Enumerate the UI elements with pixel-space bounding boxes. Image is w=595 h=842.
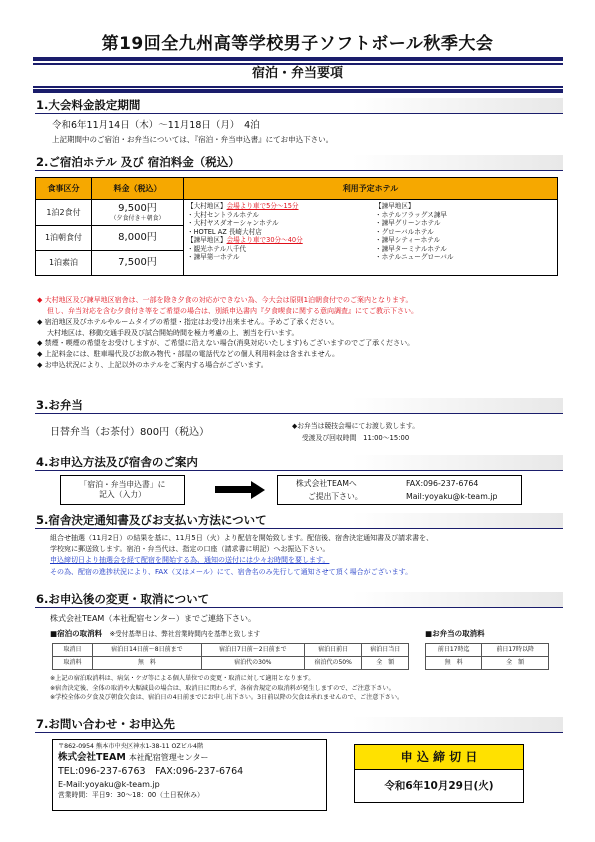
col-price: 料金（税込） bbox=[92, 178, 184, 200]
apply-step-box: 「宿泊・弁当申込書」に 記入（入力） bbox=[60, 475, 185, 505]
arrow-right-icon bbox=[251, 481, 265, 499]
hotel-list-cell bbox=[184, 200, 558, 276]
section-1-heading: 1.大会料金設定期間 bbox=[35, 98, 563, 114]
hotel-notes: ◆ 大村地区及び諫早地区宿舎は、一部を除き夕食の対応ができない為、今大会は原則1泊朝食付でのご案内となります。 但し、弁当対応を含む夕食付き等をご希望の場合は、別紙申込書内『夕食喫食に関する意向調査』にてご教示下さい。 ◆ 宿泊地区及びホテルやルームタイプの希望・指定はお受け出来ません。予めご了承ください。 大村地区は、移動交通手段及び試合開始時間を極力考慮の上、割当を行います。 ◆ 禁煙・喫煙の希望をお受けしますが、ご希望に沿えない場合(消臭対応いたします)もございますのでご了承ください。 ◆ 上記料金には、駐車場代及びお飲み物代・部屋の電話代などの個人利用料金は含まれません。 ◆ お申込状況により、上記以外のホテルをご案内する場合がございます。 bbox=[37, 296, 418, 370]
meal-cell: 1泊朝食付 bbox=[36, 226, 92, 251]
notice-payment-text: 組合せ抽選（11月2日）の結果を基に、11月5日（火）より配信を開始致します。配信後、宿舎決定通知書及び請求書を、 学校宛に郵送致します。宿泊・弁当代は、指定の口座（請求書に明記）へお振込下さい。 申込締切日より抽選会を経て配宿を開始する為、通知の送付には少々お時間を要します。 その為、配宿の進捗状況により、FAX（又はメール）にて、宿舎名のみ先行して通知させて頂く場合がございます。 bbox=[50, 534, 434, 576]
title-rule-thin bbox=[33, 63, 563, 65]
bento-cancel-label: ■お弁当の取消料 bbox=[425, 629, 485, 638]
change-contact: 株式会社TEAM（本社配宿センター）までご連絡下さい。 bbox=[50, 614, 256, 623]
arrow-shaft bbox=[215, 486, 253, 493]
price-cell: 8,000円 bbox=[92, 226, 184, 251]
price-cell: 9,500円 （夕食付き＋朝食） bbox=[92, 200, 184, 226]
rate-period: 令和6年11月14日（木）～11月18日（月） 4泊 bbox=[52, 120, 260, 131]
bento-note: ◆お弁当は競技会場にてお渡し致します。 bbox=[292, 422, 420, 430]
lodging-cancel-label: ■宿泊の取消料 ※受付基準日は、弊社営業時間内を基準と致します bbox=[50, 629, 261, 638]
meal-cell: 1泊2食付 bbox=[36, 200, 92, 226]
hotel-list-right: 【諫早地区】 ・ホテルフラッグス諫早 ・諫早グリーンホテル ・グローバルホテル ・諫早シティーホテル ・諫早ターミナルホテル ・ホテルニューグローバル bbox=[375, 202, 454, 262]
section-4-heading: 4.お申込方法及び宿舎のご案内 bbox=[35, 455, 563, 471]
hotel-list-left: 【大村地区】会場より車で5分～15分 ・大村セントラルホテル ・大村ヤスダオーシャンホテル ・HOTEL AZ 長崎大村店 【諫早地区】会場より車で30分～40分 ・観光ホテル八千代 ・諫早第一ホテル bbox=[187, 202, 303, 262]
deadline-label: 申 込 締 切 日 bbox=[355, 745, 523, 770]
subtitle-rule-thick bbox=[33, 89, 563, 93]
contact-tel-fax: TEL:096-237-6763 FAX:096-237-6764 bbox=[58, 765, 244, 777]
section-7-heading: 7.お問い合わせ・お申込先 bbox=[35, 717, 563, 733]
page-title: 第19回全九州高等学校男子ソフトボール秋季大会 bbox=[101, 34, 494, 54]
bento-cancel-table: 前日17時迄 前日17時以降 無 料 全 額 bbox=[425, 643, 549, 670]
section-5-heading: 5.宿舎決定通知書及びお支払い方法について bbox=[35, 513, 563, 529]
bento-time: 受渡及び回収時間 11:00～15:00 bbox=[302, 434, 410, 442]
price-cell: 7,500円 bbox=[92, 251, 184, 276]
page-subtitle: 宿泊・弁当要項 bbox=[251, 66, 343, 81]
section-3-heading: 3.お弁当 bbox=[35, 398, 563, 414]
contact-hours: 営業時間：平日9：30～18：00（土日祝休み） bbox=[58, 790, 204, 799]
subtitle-rule bbox=[33, 86, 563, 88]
lodging-cancel-table: 取消日 宿泊日14日前～8日前まで 宿泊日7日前～2日前まで 宿泊日前日 宿泊日当日 取消料 無 料 宿泊代の30% 宿泊代の50% 全 額 bbox=[52, 643, 409, 670]
bento-price: 日替弁当（お茶付）800円（税込） bbox=[50, 427, 210, 438]
contact-address: 〒862-0954 熊本市中央区神水1-38-11 OZビル4階 bbox=[58, 743, 204, 750]
contact-company: 株式会社TEAM 本社配宿管理センター bbox=[58, 751, 209, 763]
section-2-heading: 2.ご宿泊ホテル 及び 宿泊料金（税込） bbox=[35, 155, 563, 171]
title-rule bbox=[33, 57, 563, 61]
submit-to-box: 株式会社TEAMへ ご提出下さい。 FAX:096-237-6764 Mail:yoyaku@k-team.jp bbox=[277, 475, 522, 505]
col-hotels: 利用予定ホテル bbox=[184, 178, 558, 200]
col-meal: 食事区分 bbox=[36, 178, 92, 200]
contact-box bbox=[52, 739, 327, 811]
hotel-rate-table bbox=[35, 177, 558, 276]
section-6-heading: 6.お申込後の変更・取消について bbox=[35, 592, 563, 608]
deadline-date: 令和6年10月29日(火) bbox=[384, 780, 494, 792]
contact-email: E-Mail:yoyaku@k-team.jp bbox=[58, 779, 160, 789]
meal-cell: 1泊素泊 bbox=[36, 251, 92, 276]
cancel-notes: ※上記の宿泊取消料は、病気・ケガ等による個人単位での変更・取消に対して適用となります。 ※宿舎決定後、全体の取消や大幅減員の場合は、取消日に関わらず、各宿舎規定の取消料が発生しますので、ご注意下さい。 ※学校全体の夕食及び朝食欠食は、宿泊日の4日前までにお申し出下さい。3日前以降の欠食は承れませんので、ご注意下さい。 bbox=[50, 675, 404, 702]
rate-period-note: 上記期間中のご宿泊・お弁当については、『宿泊・弁当申込書』にてお申込下さい。 bbox=[52, 135, 334, 144]
deadline-box bbox=[354, 744, 524, 803]
